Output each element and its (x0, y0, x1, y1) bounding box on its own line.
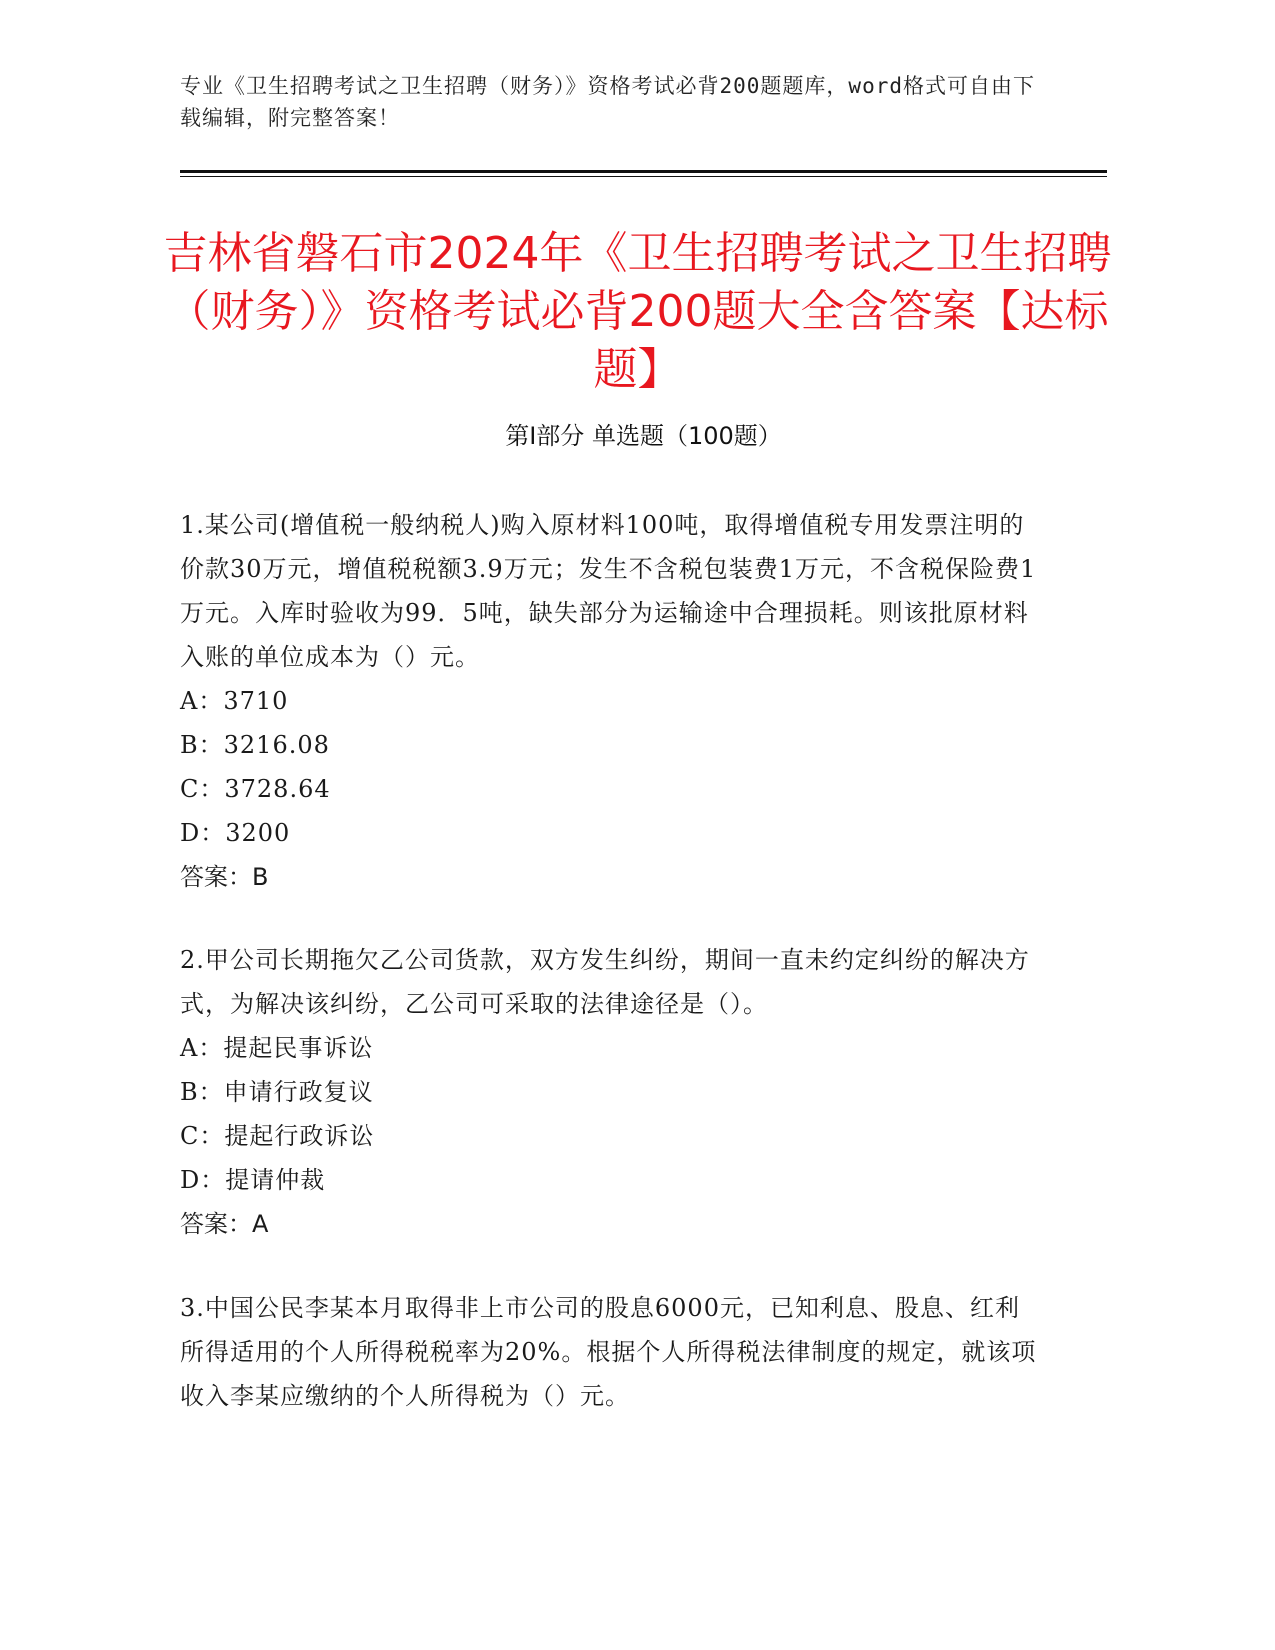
answer: 答案：A (180, 1210, 269, 1238)
option-b: B：3216.08 (180, 731, 330, 759)
question-stem: 3.中国公民李某本月取得非上市公司的股息6000元，已知利息、股息、红利所得适用的个人所得税税率为20%。根据个人所得税法律制度的规定，就该项收入李某应缴纳的个人所得税为（）元。 (180, 1294, 1037, 1410)
option-c: C：提起行政诉讼 (180, 1122, 375, 1150)
header-rule-thick (180, 170, 1107, 173)
option-d: D：3200 (180, 819, 291, 847)
option-c: C：3728.64 (180, 775, 331, 803)
answer: 答案：B (180, 863, 269, 891)
option-a: A：提起民事诉讼 (180, 1034, 374, 1062)
section-title: 第Ⅰ部分 单选题（100题） (505, 422, 782, 450)
question-2 (180, 938, 1040, 1246)
question-1 (180, 503, 1040, 899)
option-a: A：3710 (180, 687, 289, 715)
option-b: B：申请行政复议 (180, 1078, 374, 1106)
header-rule-thin (180, 176, 1107, 177)
question-3 (180, 1286, 1040, 1418)
header-note: 专业《卫生招聘考试之卫生招聘（财务）》资格考试必背200题题库，word格式可自由下载编辑，附完整答案！ (180, 74, 1035, 130)
option-d: D：提请仲裁 (180, 1166, 326, 1194)
question-stem: 1.某公司(增值税一般纳税人)购入原材料100吨，取得增值税专用发票注明的价款30万元，增值税税额3.9万元；发生不含税包装费1万元，不含税保险费1万元。入库时验收为99．5吨，缺失部分为运输途中合理损耗。则该批原材料入账的单位成本为（）元。 (180, 511, 1037, 671)
document-title: 吉林省磐石市2024年《卫生招聘考试之卫生招聘（财务）》资格考试必背200题大全含答案【达标题】 (163, 228, 1112, 396)
question-stem: 2.甲公司长期拖欠乙公司货款，双方发生纠纷，期间一直未约定纠纷的解决方式，为解决该纠纷，乙公司可采取的法律途径是（）。 (180, 946, 1030, 1018)
